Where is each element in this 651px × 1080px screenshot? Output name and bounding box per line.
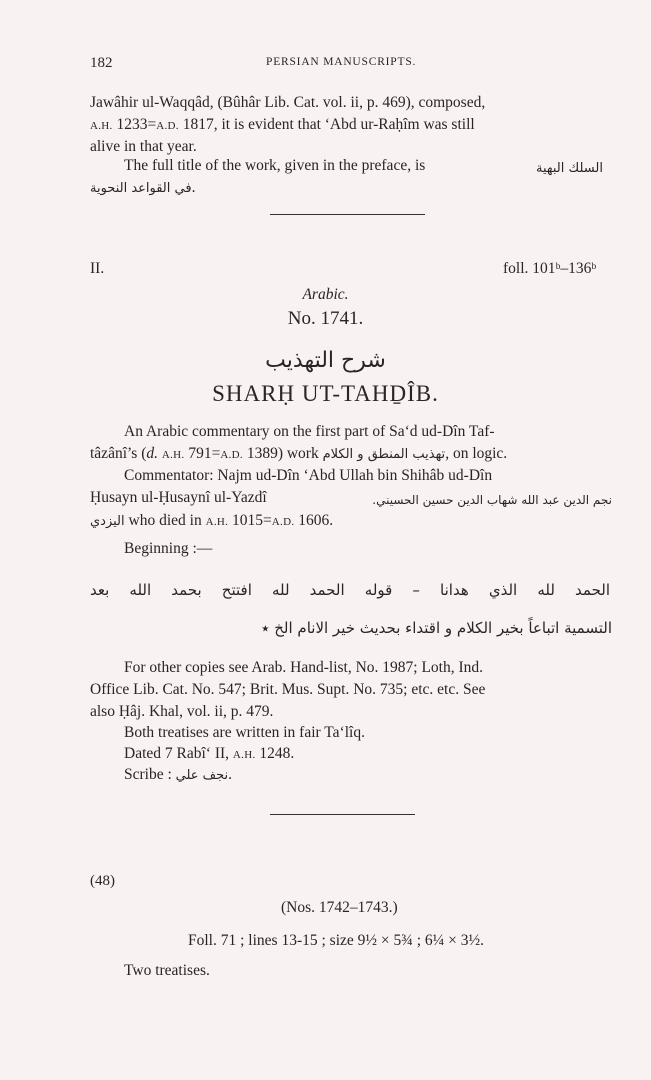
text-run: For other copies see Arab. Hand-list, No. 1987; Loth, Ind.: [124, 659, 484, 676]
text-run: d.: [146, 445, 159, 462]
sheet-signature: (48): [90, 873, 115, 889]
paragraph-line: [90, 92, 485, 114]
paragraph-line: [124, 722, 365, 744]
running-title: PERSIAN MANUSCRIPTS.: [266, 56, 417, 68]
era-abbrev: A.H.: [90, 120, 113, 132]
next-entry-note: Two treatises.: [124, 962, 210, 979]
text-run: 1606.: [294, 512, 334, 529]
arabic-text: في القواعد النحوية: [90, 181, 192, 196]
divider: [270, 214, 425, 215]
text-run: also Ḥâj. Khal, vol. ii, p. 479.: [90, 703, 274, 720]
paragraph-line: [124, 743, 294, 766]
language-label: Arabic.: [302, 286, 349, 303]
work-title: SHARḤ UT-TAHḎÎB.: [212, 381, 439, 406]
text-run: An Arabic commentary on the first part of Sa‘d ud-Dîn Taf-: [124, 423, 495, 440]
paragraph-line: [124, 465, 492, 487]
text-run: Jawâhir ul-Waqqâd, (Bûhâr Lib. Cat. vol. ii, p. 469), composed,: [90, 94, 486, 111]
text-run: 791=: [184, 445, 221, 462]
text-run: Both treatises are written in fair Ta‘lîq.: [124, 724, 365, 741]
arabic-text: تهذيب المنطق و الكلام: [322, 447, 446, 462]
era-abbrev: A.D.: [271, 516, 295, 528]
paragraph-line: [124, 155, 425, 177]
paragraph-line: [124, 421, 495, 443]
paragraph-line: [90, 510, 333, 533]
paragraph-line: [90, 114, 475, 137]
text-run: 1389) work: [242, 445, 319, 462]
paragraph-line: [90, 177, 195, 200]
page-number: 182: [90, 55, 113, 71]
arabic-title: شرح التهذيب: [265, 348, 386, 373]
beginning-label: Beginning :—: [124, 540, 213, 557]
next-entry-folios: Foll. 71 ; lines 13-15 ; size 9½ × 5¾ ; 6¼ × 3½.: [188, 932, 485, 949]
manuscript-number: No. 1741.: [287, 308, 364, 329]
paragraph-line: [90, 701, 273, 723]
paragraph-line: [90, 443, 507, 466]
text-run: , on logic.: [445, 445, 508, 462]
text-run: .: [191, 179, 196, 196]
text-run: 1248.: [255, 745, 295, 762]
arabic-text: نجم الدين عبد الله شهاب الدين حسين الحسيني: [376, 493, 612, 507]
text-run: Scribe :: [124, 766, 172, 783]
next-entry-numbers: (Nos. 1742–1743.): [281, 899, 398, 916]
incipit-line-2: التسمية اتباعاً بخير الكلام و اقتداء بحديث خير الانام الخ ٭: [261, 619, 612, 637]
text-run: Dated 7 Rabî‘ II,: [124, 745, 233, 762]
text-run: alive in that year.: [90, 138, 197, 155]
arabic-text: [294, 489, 612, 511]
arabic-text: نجف علي: [175, 768, 229, 783]
text-run: tâzânî’s (: [90, 445, 147, 462]
arabic-text: اليزدي: [90, 514, 125, 529]
paragraph-line: [124, 657, 483, 679]
folio-range: foll. 101ᵇ–136ᵇ: [503, 260, 597, 277]
text-run: 1015=: [228, 512, 272, 529]
paragraph-line: [90, 487, 267, 509]
era-abbrev: A.H.: [161, 449, 185, 461]
text-run: .: [228, 766, 233, 783]
era-abbrev: A.D.: [156, 120, 179, 132]
era-abbrev: A.D.: [220, 449, 243, 461]
paragraph-line: [124, 764, 232, 787]
text-run: 1817, it is evident that ‘Abd ur-Raḥîm was still: [178, 116, 475, 133]
divider: [270, 814, 415, 815]
incipit-line-1: الحمد لله الذي هدانا – قوله الحمد لله افتتح بحمد الله بعد: [90, 581, 610, 599]
arabic-text: السلك البهية: [536, 161, 603, 176]
text-run: who died in: [124, 512, 206, 529]
text-run: .: [372, 493, 377, 507]
text-run: The full title of the work, given in the preface, is: [124, 157, 426, 174]
text-run: Office Lib. Cat. No. 547; Brit. Mus. Supt. No. 735; etc. etc. See: [90, 681, 486, 698]
text-run: Commentator: Najm ud-Dîn ‘Abd Ullah bin Shihâb ud-Dîn: [124, 467, 493, 484]
text-run: Ḥusayn ul-Ḥusaynî ul-Yazdî: [90, 489, 267, 506]
era-abbrev: A.H.: [232, 749, 256, 761]
text-run: 1233=: [112, 116, 157, 133]
era-abbrev: A.H.: [205, 516, 229, 528]
section-number: II.: [90, 260, 105, 277]
paragraph-line: [90, 679, 485, 701]
